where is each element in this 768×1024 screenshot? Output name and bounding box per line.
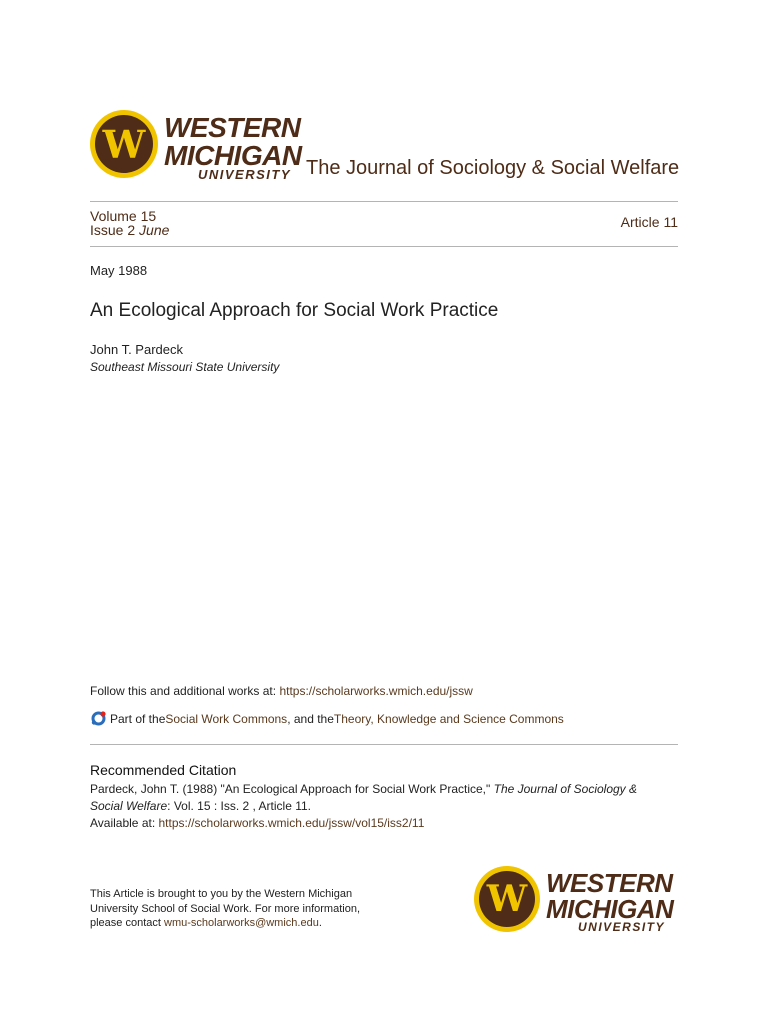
follow-url-link[interactable]: https://scholarworks.wmich.edu/jssw (279, 684, 473, 698)
footer-line-3-prefix: please contact (90, 917, 164, 929)
follow-prefix: Follow this and additional works at: (90, 684, 280, 698)
footer-line-1: This Article is brought to you by the Western Michigan (90, 888, 353, 900)
footer-line-2: University School of Social Work. For more information, (90, 902, 360, 915)
part-of-line (90, 710, 564, 727)
footer-logo-university: UNIVERSITY (578, 920, 666, 934)
citation-heading: Recommended Citation (90, 762, 237, 778)
footer-logo-michigan: MICHIGAN (546, 894, 674, 924)
footer-logo[interactable] (474, 864, 684, 936)
citation-divider (90, 744, 678, 745)
theory-knowledge-science-commons-link[interactable]: Theory, Knowledge and Science Commons (333, 711, 564, 726)
author-name: John T. Pardeck (90, 342, 183, 357)
issue-divider (90, 246, 678, 247)
citation-prefix: Pardeck, John T. (1988) "An Ecological Approach for Social Work Practice," (90, 782, 494, 796)
journal-title-link[interactable]: The Journal of Sociology & Social Welfare (306, 157, 680, 179)
issue-label: Issue 2 (90, 222, 136, 238)
wmu-seal-icon-footer (474, 866, 540, 932)
article-title[interactable]: An Ecological Approach for Social Work Practice (90, 300, 499, 321)
wmu-seal-icon (90, 110, 158, 178)
available-prefix: Available at: (90, 816, 159, 830)
citation-suffix: : Vol. 15 : Iss. 2 , Article 11. (167, 799, 312, 813)
footer-logo-monogram: W (486, 878, 528, 920)
logo-monogram: W (102, 121, 146, 167)
part-of-mid: , and the (287, 711, 334, 726)
part-of-prefix: Part of the (110, 711, 166, 726)
social-work-commons-link[interactable]: Social Work Commons (165, 711, 288, 726)
footer-logo-western: WESTERN (546, 868, 673, 898)
article-date: May 1988 (90, 263, 148, 278)
footer-line-3 (90, 916, 360, 931)
contact-email-link[interactable]: wmu-scholarworks@wmich.edu (164, 917, 319, 929)
article-number-link[interactable]: Article 11 (620, 214, 678, 230)
available-url-link[interactable]: https://scholarworks.wmich.edu/jssw/vol15/iss2/11 (158, 816, 425, 830)
issue-line[interactable] (90, 222, 169, 238)
volume-link[interactable]: Volume 15 (90, 208, 157, 224)
header-logo[interactable] (90, 108, 310, 184)
follow-line (90, 684, 473, 698)
citation-journal-1: The Journal of Sociology & (493, 782, 638, 796)
issue-month: June (139, 222, 170, 238)
header-divider (90, 201, 678, 202)
citation-text (90, 781, 680, 832)
author-affiliation: Southeast Missouri State University (90, 360, 280, 374)
logo-wordmark-western: WESTERN (164, 112, 301, 143)
footer-notice (90, 887, 360, 931)
logo-wordmark-michigan: MICHIGAN (164, 140, 302, 171)
citation-journal-2: Social Welfare (90, 799, 168, 813)
footer-line-3-suffix: . (318, 917, 322, 929)
logo-wordmark-university: UNIVERSITY (198, 167, 292, 182)
network-commons-icon (90, 710, 107, 727)
